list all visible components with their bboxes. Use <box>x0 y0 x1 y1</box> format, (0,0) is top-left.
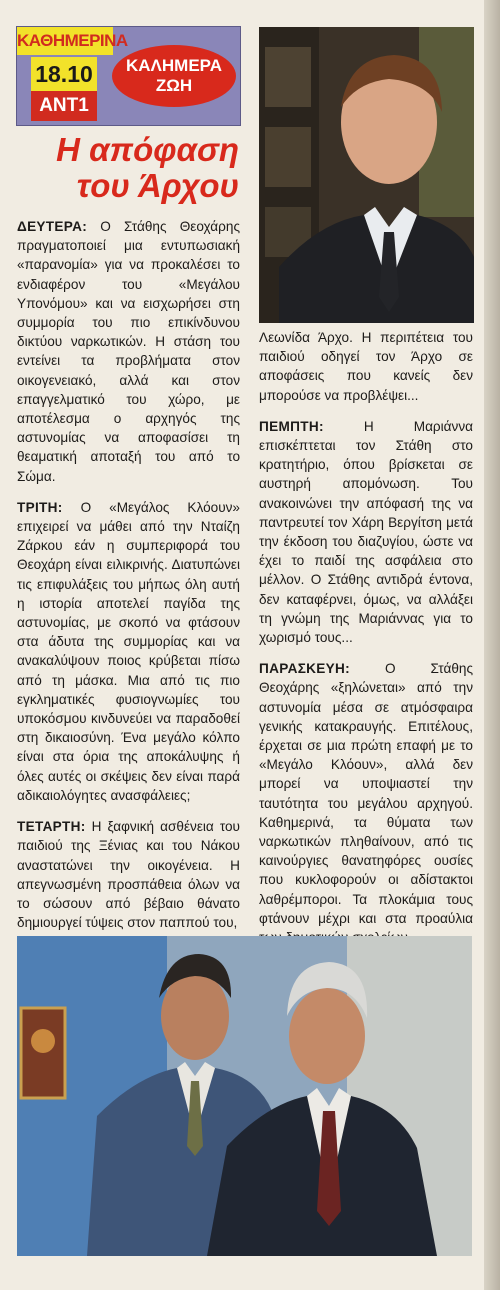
actor-portrait-photo <box>259 27 474 323</box>
episode-text: Η ξαφνική ασθένεια του παιδιού της Ξένιας και του Νάκου αναστατώνει την οικογένεια. Η απεγνωσμένη προσπάθεια όλων να το σώσουν από βέβαιο θάνατο δημιουργεί τύψεις στον παππού του, <box>17 819 240 931</box>
day-label: ΠΑΡΑΣΚΕΥΗ: <box>259 661 350 677</box>
day-label: ΤΕΤΑΡΤΗ: <box>17 819 86 835</box>
episode-text: Ο «Μεγάλος Κλόουν» επιχειρεί να μάθει από την Νταίζη Ζάρκου εάν η συμπεριφορά του Θεοχάρη είναι ειλικρινής. Διατυπώνει τις επιφυλάξεις του μήπως όλη αυτή η ιστορία αποτελεί παγίδα της αστυνομίας, με σκοπό να φτάσουν στα άδυτα της συμμορίας και να ανακαλύψουν ποιος κρύβεται πίσω από τη μάσκα. Μια από τις πιο εγκληματικές φυσιογνωμίες του υποκόσμου κινδυνεύει να παραδοθεί στη δικαιοσύνη. Ένα μεγάλο κόλπο είναι στα όρια της αποκάλυψης ή όλες αυτές οι σκέψεις δεν είναι παρά αδικαιολόγητες ανασφάλειες; <box>17 499 240 803</box>
episode-wednesday <box>17 817 240 932</box>
day-label: ΤΡΙΤΗ: <box>17 499 63 515</box>
page-edge <box>484 0 500 1290</box>
show-title-line1: ΚΑΛΗΜΕΡΑ <box>125 56 223 75</box>
episode-text: Ο Στάθης Θεοχάρης πραγματοποιεί μια εντυπωσιακή «παρανομία» για να προκαλέσει το ενδιαφέρον του «Μεγάλου Υπονόμου» και να εισχωρήσει στη συμμορία του πιο επικίνδυνου δικτύου ναρκωτικών. Η στάση του εντείνει τα προβλήματα στον οικογενειακό, αλλά και στον επαγγελματικό του χώρο, με αποτέλεσμα ο αρχηγός της αστυνομίας να αποφασίσει τη θεαματική αποταξή του από το Σώμα. <box>17 219 240 484</box>
episode-thursday <box>259 417 473 647</box>
episode-tuesday <box>17 498 240 805</box>
article-headline <box>16 132 239 204</box>
headline-line1: Η απόφαση <box>56 131 239 168</box>
article-column-left <box>17 217 240 944</box>
episode-wednesday-continued <box>259 328 473 405</box>
broadcast-date: 18.10 <box>31 57 97 91</box>
channel-name: ANT1 <box>31 91 97 121</box>
show-title-line2: ΖΩΗ <box>155 76 193 95</box>
episode-text: Η Μαριάννα επισκέπτεται τον Στάθη στο κρατητήριο, όπου βρίσκεται σε αυστηρή απομόνωση. Του ανακοινώνει την απόφασή της να παντρευτεί τον Χάρη Βεργίτση μετά την έκδοση του διαζυγίου, ώστε να έχει το παιδί της ασφάλεια στο μέλλον. Ο Στάθης αντιδρά έντονα, δεν καταφέρνει, όμως, να αλλάξει τη γνώμη της Μαριάννας για το χωρισμό τους... <box>259 418 473 646</box>
day-label: ΠΕΜΠΤΗ: <box>259 418 324 434</box>
show-title-badge <box>112 45 236 107</box>
episode-friday <box>259 659 473 947</box>
article-column-right <box>259 328 473 959</box>
day-label: ΔΕΥΤΕΡΑ: <box>17 219 88 234</box>
schedule-days: ΚΑΘΗΜΕΡΙΝΑ <box>17 27 113 55</box>
episode-text: Ο Στάθης Θεοχάρης «ξηλώνεται» από την αστυνομία μέσα σε ατμόσφαιρα γενικής κατακραυγής. Επιτέλους, έρχεται σε μια πρώτη επαφή με το «Μεγάλο Κλόουν», αλλά δεν μπορεί να υποψιαστεί την ταυτότητα του μεγάλου αρχηγού. Καθημερινά, τα θύματα των ναρκωτικών πληθαίνουν, από τις καινούργιες θανατηφόρες ουσίες που κυκλοφορούν οι αδίστακτοι λαθρέμποροι. Τα πλοκάμια τους φτάνουν μέχρι και στα προαύλια <box>259 661 473 926</box>
episode-text: Λεωνίδα Άρχο. Η περιπέτεια του παιδιού οδηγεί τον Άρχο σε αποφάσεις που κανείς δεν μπορούσε να προβλέψει... <box>259 330 473 403</box>
headline-line2: του Άρχου <box>76 167 239 204</box>
program-header <box>16 26 241 126</box>
episode-monday <box>17 217 240 486</box>
two-actors-photo <box>17 936 472 1256</box>
